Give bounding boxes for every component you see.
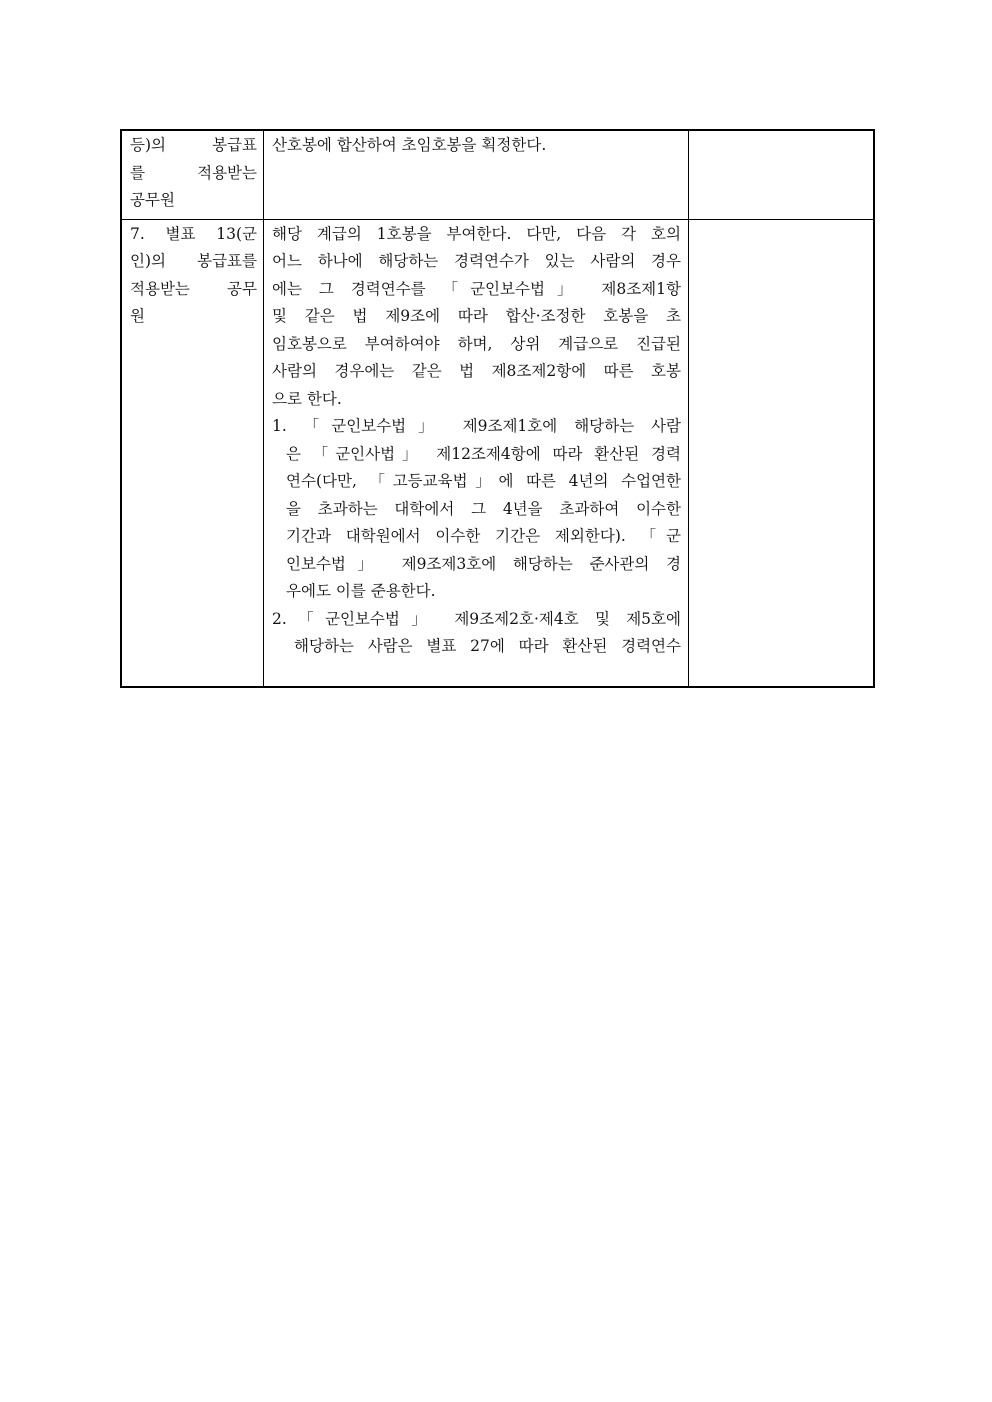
category-line: 적용받는 공무 bbox=[130, 279, 257, 298]
category-line: 공무원 bbox=[130, 191, 175, 209]
content-line: 사람의 경우에는 같은 법 제8조제2항에 따른 호봉 bbox=[272, 362, 681, 380]
item-line: 우에도 이를 준용한다. bbox=[286, 582, 436, 600]
table-row bbox=[121, 219, 874, 687]
content-line: 임호봉으로 부여하여야 하며, 상위 계급으로 진급된 bbox=[272, 334, 681, 353]
note-cell bbox=[689, 219, 875, 687]
intro-paragraph bbox=[272, 221, 681, 414]
salary-table bbox=[120, 129, 875, 688]
category-line: 7. 별표 13(군 bbox=[130, 224, 257, 243]
table-row bbox=[121, 130, 874, 219]
item-line: 기간과 대학원에서 이수한 기간은 제외한다). 「군 bbox=[286, 527, 681, 545]
item-2 bbox=[272, 606, 681, 661]
item-line: 2.「군인보수법」 제9조제2호·제4호 및 제5호에 bbox=[272, 609, 681, 628]
category-line: 원 bbox=[130, 307, 145, 325]
content-cell bbox=[264, 130, 689, 219]
item-line: 을 초과하는 대학에서 그 4년을 초과하여 이수한 bbox=[286, 499, 681, 518]
content-line: 으로 한다. bbox=[272, 389, 342, 408]
note-text bbox=[689, 131, 873, 136]
item-line: 1. 「군인보수법」 제9조제1호에 해당하는 사람 bbox=[272, 417, 681, 435]
category-cell bbox=[121, 219, 264, 687]
category-line: 인)의 봉급표를 bbox=[130, 252, 257, 270]
note-text bbox=[689, 220, 873, 225]
content-line: 에는 그 경력연수를 「군인보수법」 제8조제1항 bbox=[272, 279, 681, 298]
category-line: 를 적용받는 bbox=[130, 163, 257, 182]
item-line: 해당하는 사람은 별표 27에 따라 환산된 경력연수 bbox=[294, 637, 681, 655]
item-line: 인보수법」 제9조제3호에 해당하는 준사관의 경 bbox=[286, 554, 681, 573]
content-line: 어느 하나에 해당하는 경력연수가 있는 사람의 경우 bbox=[272, 252, 681, 270]
category-line: 등)의 봉급표 bbox=[130, 136, 257, 154]
item-line: 은 「군인사법」 제12조제4항에 따라 환산된 경력 bbox=[286, 444, 681, 463]
content-line: 산호봉에 합산하여 초임호봉을 획정한다. bbox=[272, 136, 547, 154]
content-line: 및 같은 법 제9조에 따라 합산·조정한 호봉을 초 bbox=[272, 307, 681, 325]
note-cell bbox=[689, 130, 875, 219]
category-cell bbox=[121, 130, 264, 219]
item-1 bbox=[272, 413, 681, 606]
item-line: 연수(다만, 「고등교육법」에 따른 4년의 수업연한 bbox=[286, 472, 681, 490]
content-cell bbox=[264, 219, 689, 687]
content-line: 해당 계급의 1호봉을 부여한다. 다만, 다음 각 호의 bbox=[272, 224, 681, 243]
